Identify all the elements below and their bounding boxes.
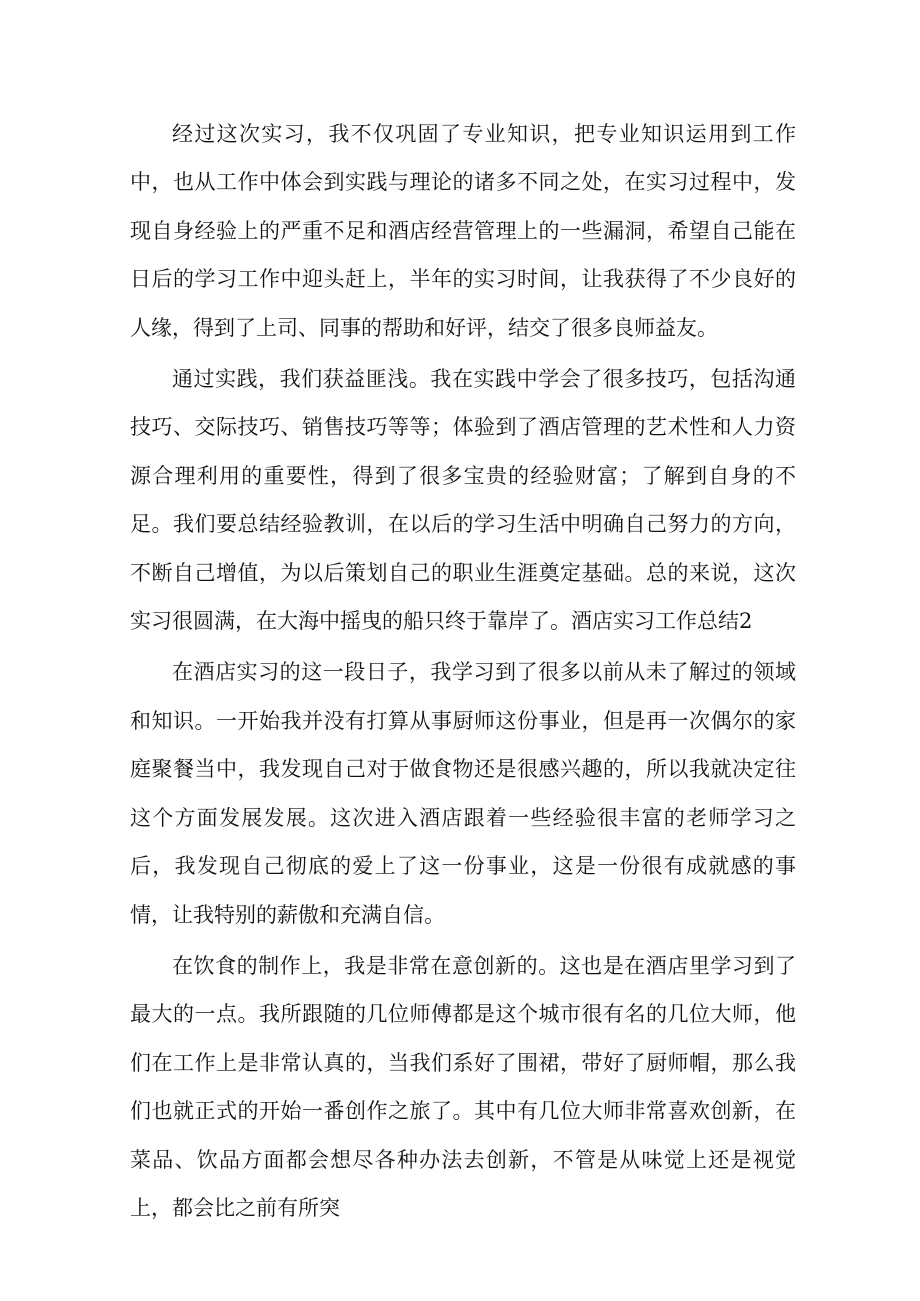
paragraph-1: 经过这次实习，我不仅巩固了专业知识，把专业知识运用到工作中，也从工作中体会到实践与理论的诸多不同之处，在实习过程中，发现自身经验上的严重不足和酒店经营管理上的一些漏洞，希望自己能在日后的学习工作中迎头赶上，半年的实习时间，让我获得了不少良好的人缘，得到了上司、同事的帮助和好评，结交了很多良师益友。: [130, 122, 796, 340]
document-body: [130, 110, 796, 1235]
paragraph-2: 通过实践，我们获益匪浅。我在实践中学会了很多技巧，包括沟通技巧、交际技巧、销售技巧等等；体验到了酒店管理的艺术性和人力资源合理利用的重要性，得到了很多宝贵的经验财富；了解到自身的不足。我们要总结经验教训，在以后的学习生活中明确自己努力的方向，不断自己增值，为以后策划自己的职业生涯奠定基础。总的来说，这次实习很圆满，在大海中摇曳的船只终于靠岸了。酒店实习工作总结2: [130, 367, 796, 634]
paragraph-3: 在酒店实习的这一段日子，我学习到了很多以前从未了解过的领域和知识。一开始我并没有打算从事厨师这份事业，但是再一次偶尔的家庭聚餐当中，我发现自己对于做食物还是很感兴趣的，所以我就决定往这个方面发展发展。这次进入酒店跟着一些经验很丰富的老师学习之后，我发现自己彻底的爱上了这一份事业，这是一份很有成就感的事情，让我特别的薪傲和充满自信。: [130, 660, 796, 927]
paragraph-4: 在饮食的制作上，我是非常在意创新的。这也是在酒店里学习到了最大的一点。我所跟随的几位师傅都是这个城市很有名的几位大师，他们在工作上是非常认真的，当我们系好了围裙，带好了厨师帽，那么我们也就正式的开始一番创作之旅了。其中有几位大师非常喜欢创新，在菜品、饮品方面都会想尽各种办法去创新，不管是从味觉上还是视觉上，都会比之前有所突: [130, 953, 796, 1220]
